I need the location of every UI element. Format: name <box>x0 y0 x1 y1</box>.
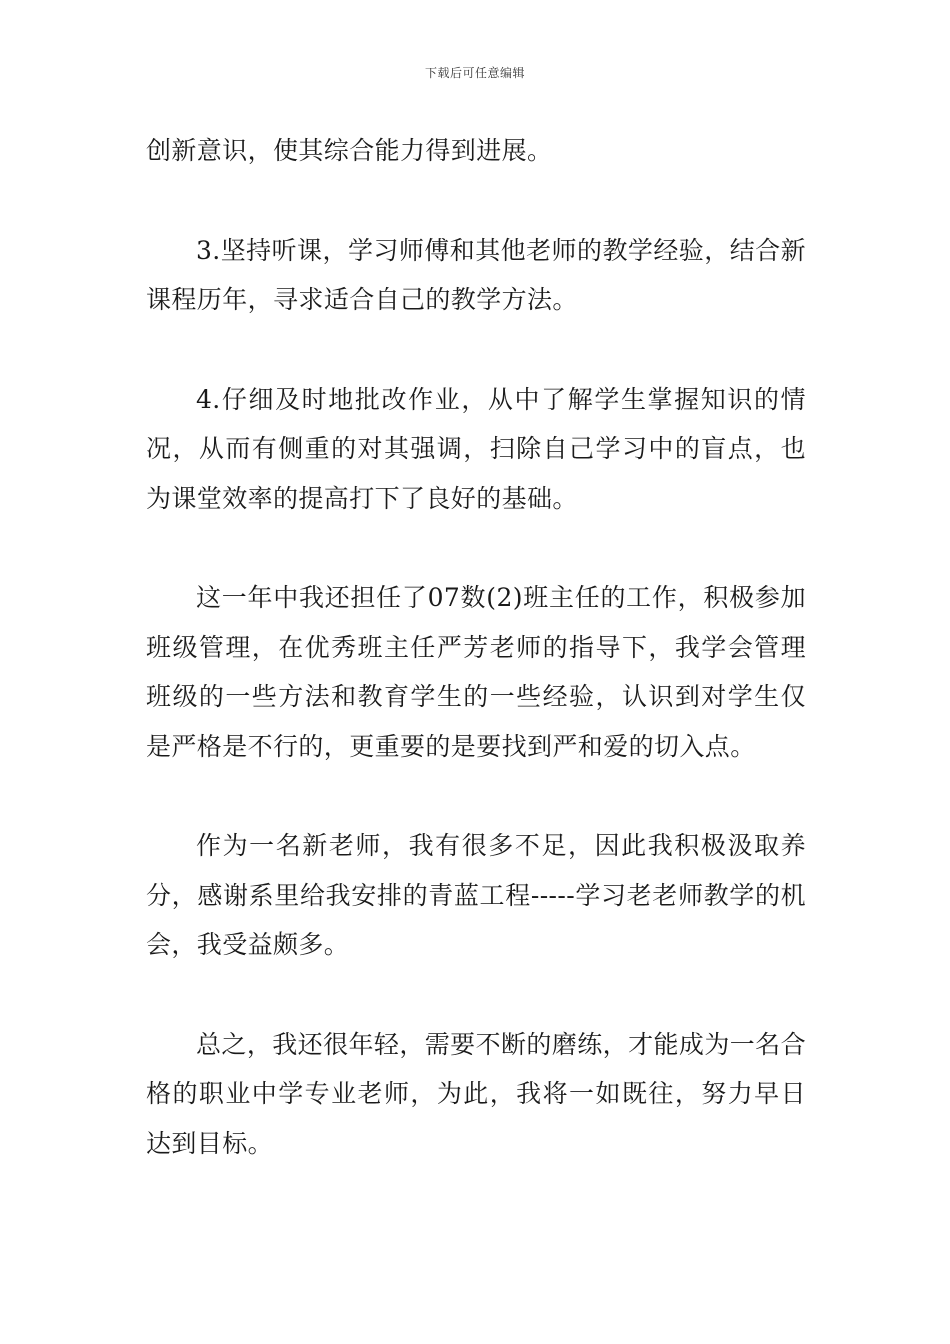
paragraph-4: 这一年中我还担任了07数(2)班主任的工作，积极参加班级管理，在优秀班主任严芳老师的指导下，我学会管理班级的一些方法和教育学生的一些经验，认识到对学生仅是严格是不行的，更重要的是要找到严和爱的切入点。 <box>146 583 806 761</box>
paragraph-1: 创新意识，使其综合能力得到进展。 <box>146 136 553 165</box>
paragraph-6: 总之，我还很年轻，需要不断的磨练，才能成为一名合格的职业中学专业老师，为此，我将一如既往，努力早日达到目标。 <box>146 1029 806 1158</box>
document-body <box>146 126 806 1218</box>
paragraph-3: 4.仔细及时地批改作业，从中了解学生掌握知识的情况，从而有侧重的对其强调，扫除自己学习中的盲点，也为课堂效率的提高打下了良好的基础。 <box>146 384 806 513</box>
page-header: 下载后可任意编辑 <box>424 66 525 80</box>
paragraph-5: 作为一名新老师，我有很多不足，因此我积极汲取养分，感谢系里给我安排的青蓝工程-----学习老老师教学的机会，我受益颇多。 <box>146 831 806 959</box>
paragraph-2: 3.坚持听课，学习师傅和其他老师的教学经验，结合新课程历年，寻求适合自己的教学方法。 <box>146 235 806 314</box>
